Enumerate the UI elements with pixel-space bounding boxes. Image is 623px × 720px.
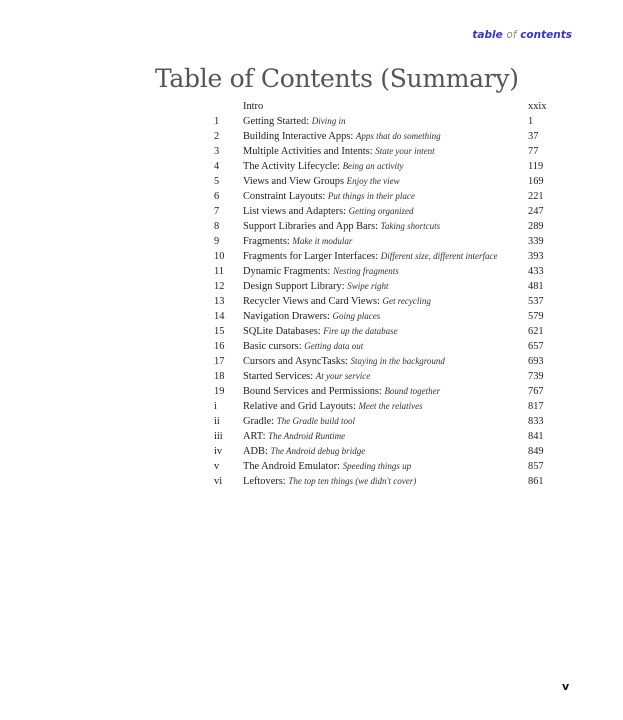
chapter-number: 18 bbox=[214, 371, 225, 382]
chapter-subtitle: Speeding things up bbox=[342, 461, 412, 471]
chapter-subtitle: Bound together bbox=[384, 386, 441, 396]
chapter-title-line bbox=[243, 189, 415, 204]
chapter-title-line bbox=[243, 99, 263, 114]
toc-entry[interactable] bbox=[200, 114, 555, 129]
chapter-title-line bbox=[243, 249, 498, 264]
chapter-title: Leftovers: bbox=[243, 476, 286, 487]
chapter-subtitle: Diving in bbox=[311, 116, 346, 126]
chapter-page: xxix bbox=[528, 101, 547, 112]
chapter-number: 4 bbox=[214, 161, 220, 172]
chapter-number: 11 bbox=[214, 266, 225, 277]
toc-entry[interactable] bbox=[200, 339, 555, 354]
chapter-page: 1 bbox=[528, 116, 534, 127]
chapter-page: 37 bbox=[528, 131, 539, 142]
chapter-number: ii bbox=[214, 416, 220, 427]
chapter-number: 2 bbox=[214, 131, 220, 142]
chapter-title-line bbox=[243, 444, 365, 459]
chapter-page: 621 bbox=[528, 326, 544, 337]
chapter-subtitle: Enjoy the view bbox=[346, 176, 400, 186]
chapter-page: 579 bbox=[528, 311, 544, 322]
toc-entry[interactable] bbox=[200, 159, 555, 174]
toc-entry[interactable] bbox=[200, 429, 555, 444]
toc-entry[interactable] bbox=[200, 474, 555, 489]
chapter-subtitle: Staying in the background bbox=[350, 356, 445, 366]
page-title: Table of Contents (Summary) bbox=[155, 64, 519, 93]
chapter-subtitle: Swipe right bbox=[347, 281, 389, 291]
chapter-title: Fragments: bbox=[243, 236, 290, 247]
chapter-page: 119 bbox=[528, 161, 544, 172]
chapter-number: 5 bbox=[214, 176, 220, 187]
chapter-page: 833 bbox=[528, 416, 544, 427]
toc-entry[interactable] bbox=[200, 354, 555, 369]
chapter-subtitle: Getting data out bbox=[304, 341, 364, 351]
chapter-number: 19 bbox=[214, 386, 225, 397]
chapter-page: 169 bbox=[528, 176, 544, 187]
chapter-title: Recycler Views and Card Views: bbox=[243, 296, 380, 307]
toc-entry[interactable] bbox=[200, 399, 555, 414]
chapter-number: 13 bbox=[214, 296, 225, 307]
chapter-title-line bbox=[243, 219, 440, 234]
chapter-title-line bbox=[243, 354, 445, 369]
chapter-title-line bbox=[243, 309, 380, 324]
toc-entry[interactable] bbox=[200, 414, 555, 429]
chapter-subtitle: Being an activity bbox=[342, 161, 404, 171]
chapter-title-line bbox=[243, 474, 416, 489]
chapter-title-line bbox=[243, 234, 352, 249]
toc-entry[interactable] bbox=[200, 249, 555, 264]
toc-entry[interactable] bbox=[200, 309, 555, 324]
chapter-title: The Activity Lifecycle: bbox=[243, 161, 340, 172]
chapter-title: The Android Emulator: bbox=[243, 461, 340, 472]
chapter-title-line bbox=[243, 174, 400, 189]
chapter-subtitle: State your intent bbox=[375, 146, 435, 156]
chapter-number: 16 bbox=[214, 341, 225, 352]
chapter-number: 9 bbox=[214, 236, 220, 247]
chapter-page: 817 bbox=[528, 401, 544, 412]
toc-entry[interactable] bbox=[200, 279, 555, 294]
chapter-title: Gradle: bbox=[243, 416, 275, 427]
chapter-number: v bbox=[214, 461, 220, 472]
chapter-title: Cursors and AsyncTasks: bbox=[243, 356, 348, 367]
chapter-subtitle: At your service bbox=[315, 371, 371, 381]
toc-entry[interactable] bbox=[200, 189, 555, 204]
running-head-table: table bbox=[472, 29, 503, 41]
chapter-title-line bbox=[243, 264, 399, 279]
chapter-subtitle: The Android debug bridge bbox=[270, 446, 366, 456]
chapter-page: 433 bbox=[528, 266, 544, 277]
chapter-subtitle: The Android Runtime bbox=[268, 431, 346, 441]
toc-entry[interactable] bbox=[200, 174, 555, 189]
toc-entry[interactable] bbox=[200, 324, 555, 339]
chapter-number: 10 bbox=[214, 251, 225, 262]
chapter-page: 221 bbox=[528, 191, 544, 202]
toc-entry[interactable] bbox=[200, 264, 555, 279]
chapter-number: 7 bbox=[214, 206, 220, 217]
running-head-of: of bbox=[506, 29, 517, 41]
chapter-title-line bbox=[243, 414, 355, 429]
chapter-title: ADB: bbox=[243, 446, 268, 457]
chapter-number: 17 bbox=[214, 356, 225, 367]
chapter-title-line bbox=[243, 144, 435, 159]
chapter-title: Navigation Drawers: bbox=[243, 311, 330, 322]
chapter-title: Multiple Activities and Intents: bbox=[243, 146, 373, 157]
chapter-title-line bbox=[243, 324, 398, 339]
chapter-page: 247 bbox=[528, 206, 544, 217]
chapter-subtitle: Different size, different interface bbox=[380, 251, 498, 261]
chapter-page: 739 bbox=[528, 371, 544, 382]
chapter-title-line bbox=[243, 129, 441, 144]
chapter-page: 393 bbox=[528, 251, 544, 262]
chapter-title-line bbox=[243, 399, 423, 414]
chapter-title-line bbox=[243, 204, 414, 219]
chapter-page: 537 bbox=[528, 296, 544, 307]
chapter-title: SQLite Databases: bbox=[243, 326, 321, 337]
chapter-title: Fragments for Larger Interfaces: bbox=[243, 251, 379, 262]
chapter-title: Intro bbox=[243, 101, 264, 112]
chapter-subtitle: Nesting fragments bbox=[333, 266, 399, 276]
chapter-title: Dynamic Fragments: bbox=[243, 266, 331, 277]
chapter-subtitle: The Gradle build tool bbox=[276, 416, 356, 426]
chapter-title-line bbox=[243, 159, 404, 174]
chapter-subtitle: Going places bbox=[332, 311, 381, 321]
chapter-title-line bbox=[243, 459, 411, 474]
chapter-title: Bound Services and Permissions: bbox=[243, 386, 382, 397]
chapter-number: 15 bbox=[214, 326, 225, 337]
chapter-title-line bbox=[243, 114, 345, 129]
toc-entry[interactable] bbox=[200, 219, 555, 234]
chapter-title: Relative and Grid Layouts: bbox=[243, 401, 356, 412]
chapter-title-line bbox=[243, 429, 345, 444]
chapter-title: List views and Adapters: bbox=[243, 206, 347, 217]
chapter-subtitle: The top ten things (we didn't cover) bbox=[288, 476, 417, 486]
toc-entry[interactable] bbox=[200, 294, 555, 309]
chapter-title: Constraint Layouts: bbox=[243, 191, 326, 202]
chapter-page: 657 bbox=[528, 341, 544, 352]
chapter-title: Design Support Library: bbox=[243, 281, 345, 292]
chapter-number: 3 bbox=[214, 146, 220, 157]
chapter-number: i bbox=[214, 401, 217, 412]
toc-entry[interactable] bbox=[200, 234, 555, 249]
toc-entry[interactable] bbox=[200, 444, 555, 459]
running-head-contents: contents bbox=[520, 29, 572, 41]
chapter-title: Started Services: bbox=[243, 371, 314, 382]
page-number: v bbox=[562, 680, 570, 693]
running-head bbox=[472, 29, 572, 41]
chapter-title-line bbox=[243, 384, 440, 399]
chapter-page: 857 bbox=[528, 461, 544, 472]
toc-list bbox=[200, 99, 555, 489]
chapter-title: Building Interactive Apps: bbox=[243, 131, 354, 142]
chapter-title: Basic cursors: bbox=[243, 341, 302, 352]
chapter-title: Getting Started: bbox=[243, 116, 310, 127]
chapter-subtitle: Put things in their place bbox=[327, 191, 415, 201]
chapter-title-line bbox=[243, 369, 370, 384]
toc-entry[interactable] bbox=[200, 204, 555, 219]
chapter-number: iii bbox=[214, 431, 223, 442]
chapter-title-line bbox=[243, 279, 388, 294]
chapter-page: 77 bbox=[528, 146, 539, 157]
toc-entry[interactable] bbox=[200, 384, 555, 399]
toc-entry[interactable] bbox=[200, 369, 555, 384]
chapter-number: 12 bbox=[214, 281, 225, 292]
chapter-number: 6 bbox=[214, 191, 220, 202]
toc-entry[interactable] bbox=[200, 144, 555, 159]
chapter-number: 1 bbox=[214, 116, 220, 127]
chapter-number: vi bbox=[214, 476, 223, 487]
chapter-subtitle: Apps that do something bbox=[355, 131, 441, 141]
chapter-page: 841 bbox=[528, 431, 544, 442]
chapter-subtitle: Meet the relatives bbox=[358, 401, 423, 411]
chapter-page: 849 bbox=[528, 446, 544, 457]
chapter-subtitle: Taking shortcuts bbox=[380, 221, 441, 231]
toc-entry[interactable] bbox=[200, 129, 555, 144]
chapter-subtitle: Getting organized bbox=[348, 206, 414, 216]
chapter-number: 14 bbox=[214, 311, 225, 322]
toc-entry[interactable] bbox=[200, 99, 555, 114]
toc-entry[interactable] bbox=[200, 459, 555, 474]
chapter-title-line bbox=[243, 294, 431, 309]
chapter-page: 289 bbox=[528, 221, 544, 232]
chapter-title: Support Libraries and App Bars: bbox=[243, 221, 379, 232]
chapter-page: 861 bbox=[528, 476, 544, 487]
chapter-page: 767 bbox=[528, 386, 544, 397]
chapter-number: iv bbox=[214, 446, 223, 457]
chapter-page: 339 bbox=[528, 236, 544, 247]
chapter-number: 8 bbox=[214, 221, 220, 232]
chapter-page: 481 bbox=[528, 281, 544, 292]
chapter-subtitle: Get recycling bbox=[382, 296, 431, 306]
chapter-title: Views and View Groups bbox=[243, 176, 345, 187]
chapter-page: 693 bbox=[528, 356, 544, 367]
chapter-title: ART: bbox=[243, 431, 266, 442]
chapter-title-line bbox=[243, 339, 363, 354]
chapter-subtitle: Make it modular bbox=[292, 236, 353, 246]
chapter-subtitle: Fire up the database bbox=[323, 326, 398, 336]
